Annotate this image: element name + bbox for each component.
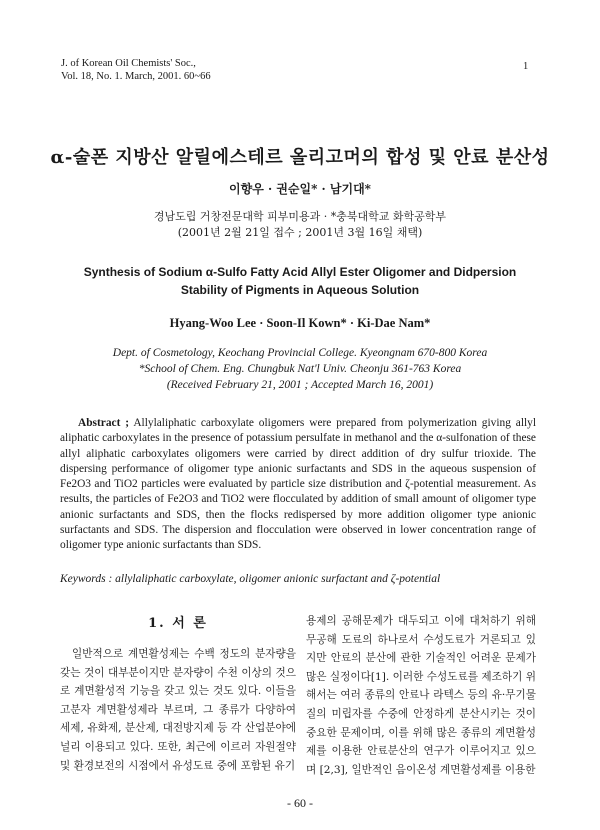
journal-line-1: J. of Korean Oil Chemists' Soc., [61,58,196,69]
english-title [40,263,560,299]
footer-page-number: - 60 - [287,796,313,810]
abstract [60,416,536,554]
abstract-text: Allylaliphatic carboxylate oligomers were prepared from polymerization giving allyl aliphatic carboxylates in the presence of potassium persulfate in methanol and the α-sulfonation of these allyl aliphatic carboxylates oligomers were carried by direct addition of dry sulfur trioxide. The dispersing performance of oligomer type anionic surfactants and SDS in the aqueous suspension of Fe2O3 and TiO2 particles were evaluated by particle size distribution and ζ-potential measurement. As results, the particles of Fe2O3 and TiO2 were flocculated by addition of small amount of oligomer type anionic surfactants and SDS, then the flocks redispersed by more addition oligomer type anionic surfactants and SDS. The dispersion and flocculation were observed in lower concentration range of oligomer type anionic surfactants than SDS. [60,417,537,552]
english-affiliation-line-1: Dept. of Cosmetology, Keochang Provincial College. Kyeongnam 670-800 Korea [112,347,488,359]
korean-affiliation-line: 경남도립 거창전문대학 피부미용과 · *충북대학교 화학공학부 [153,210,447,223]
korean-affiliation [0,209,600,241]
english-affiliation [0,345,600,393]
left-column [60,612,296,775]
keywords: Keywords : allylaliphatic carboxylate, oligomer anionic surfactant and ζ-potential [60,573,441,585]
left-column-text: 일반적으로 계면활성제는 수백 정도의 분자량을 갖는 것이 대부분이지만 분자량이 수천 이상의 것으로 계면활성적 기능을 갖고 있는 것도 있다. 이들을 고분자 계면활성제라 부르며, 그 종류가 다양하여 세제, 유화제, 분산제, 대전방지제 등 각 산업분야에 널리 이용되고 있다. 또한, 최근에 이르러 자원절약 및 환경보전의 시점에서 유성도료 중에 포함된 유기 [60,648,296,772]
journal-line-2: Vol. 18, No. 1. March, 2001. 60~66 [61,71,211,82]
english-affiliation-line-2: *School of Chem. Eng. Chungbuk Nat'l Univ. Cheonju 361-763 Korea [138,363,462,375]
english-received-dates: (Received February 21, 2001 ; Accepted March 16, 2001) [166,379,434,391]
korean-authors: 이향우 · 권순일* · 남기대* [229,182,371,196]
korean-received-dates: (2001년 2월 21일 접수 ; 2001년 3월 16일 채택) [177,226,423,239]
header-page-number: 1 [523,61,529,72]
english-title-line-1: Synthesis of Sodium α-Sulfo Fatty Acid Allyl Ester Oligomer and Didpersion [83,265,517,279]
right-column-text: 용제의 공해문제가 대두되고 이에 대처하기 위해 무공해 도료의 하나로서 수성도료가 거론되고 있지만 안료의 분산에 관한 기술적인 어려운 문제가 많은 실정이다[1]. 이러한 수성도료를 제조하기 위해서는 여러 종류의 안료나 라텍스 등의 유·무기물질의 미립자를 수중에 안정하게 분산시키는 것이 중요한 문제이며, 이를 위해 많은 종류의 계면활성제를 이용한 안료분산의 연구가 이루어지고 있으며 [2,3], 일반적인 음이온성 계면활성제를 이용한 [306,615,536,776]
korean-title: α-술폰 지방산 알릴에스테르 올리고머의 합성 및 안료 분산성 [50,147,550,168]
english-authors: Hyang-Woo Lee · Soon-Il Kown* · Ki-Dae Nam* [169,316,431,330]
section-heading: 1. 서 론 [148,616,208,631]
journal-citation [61,57,211,83]
english-title-line-2: Stability of Pigments in Aqueous Solution [180,283,420,297]
abstract-label: Abstract ; [78,417,130,429]
